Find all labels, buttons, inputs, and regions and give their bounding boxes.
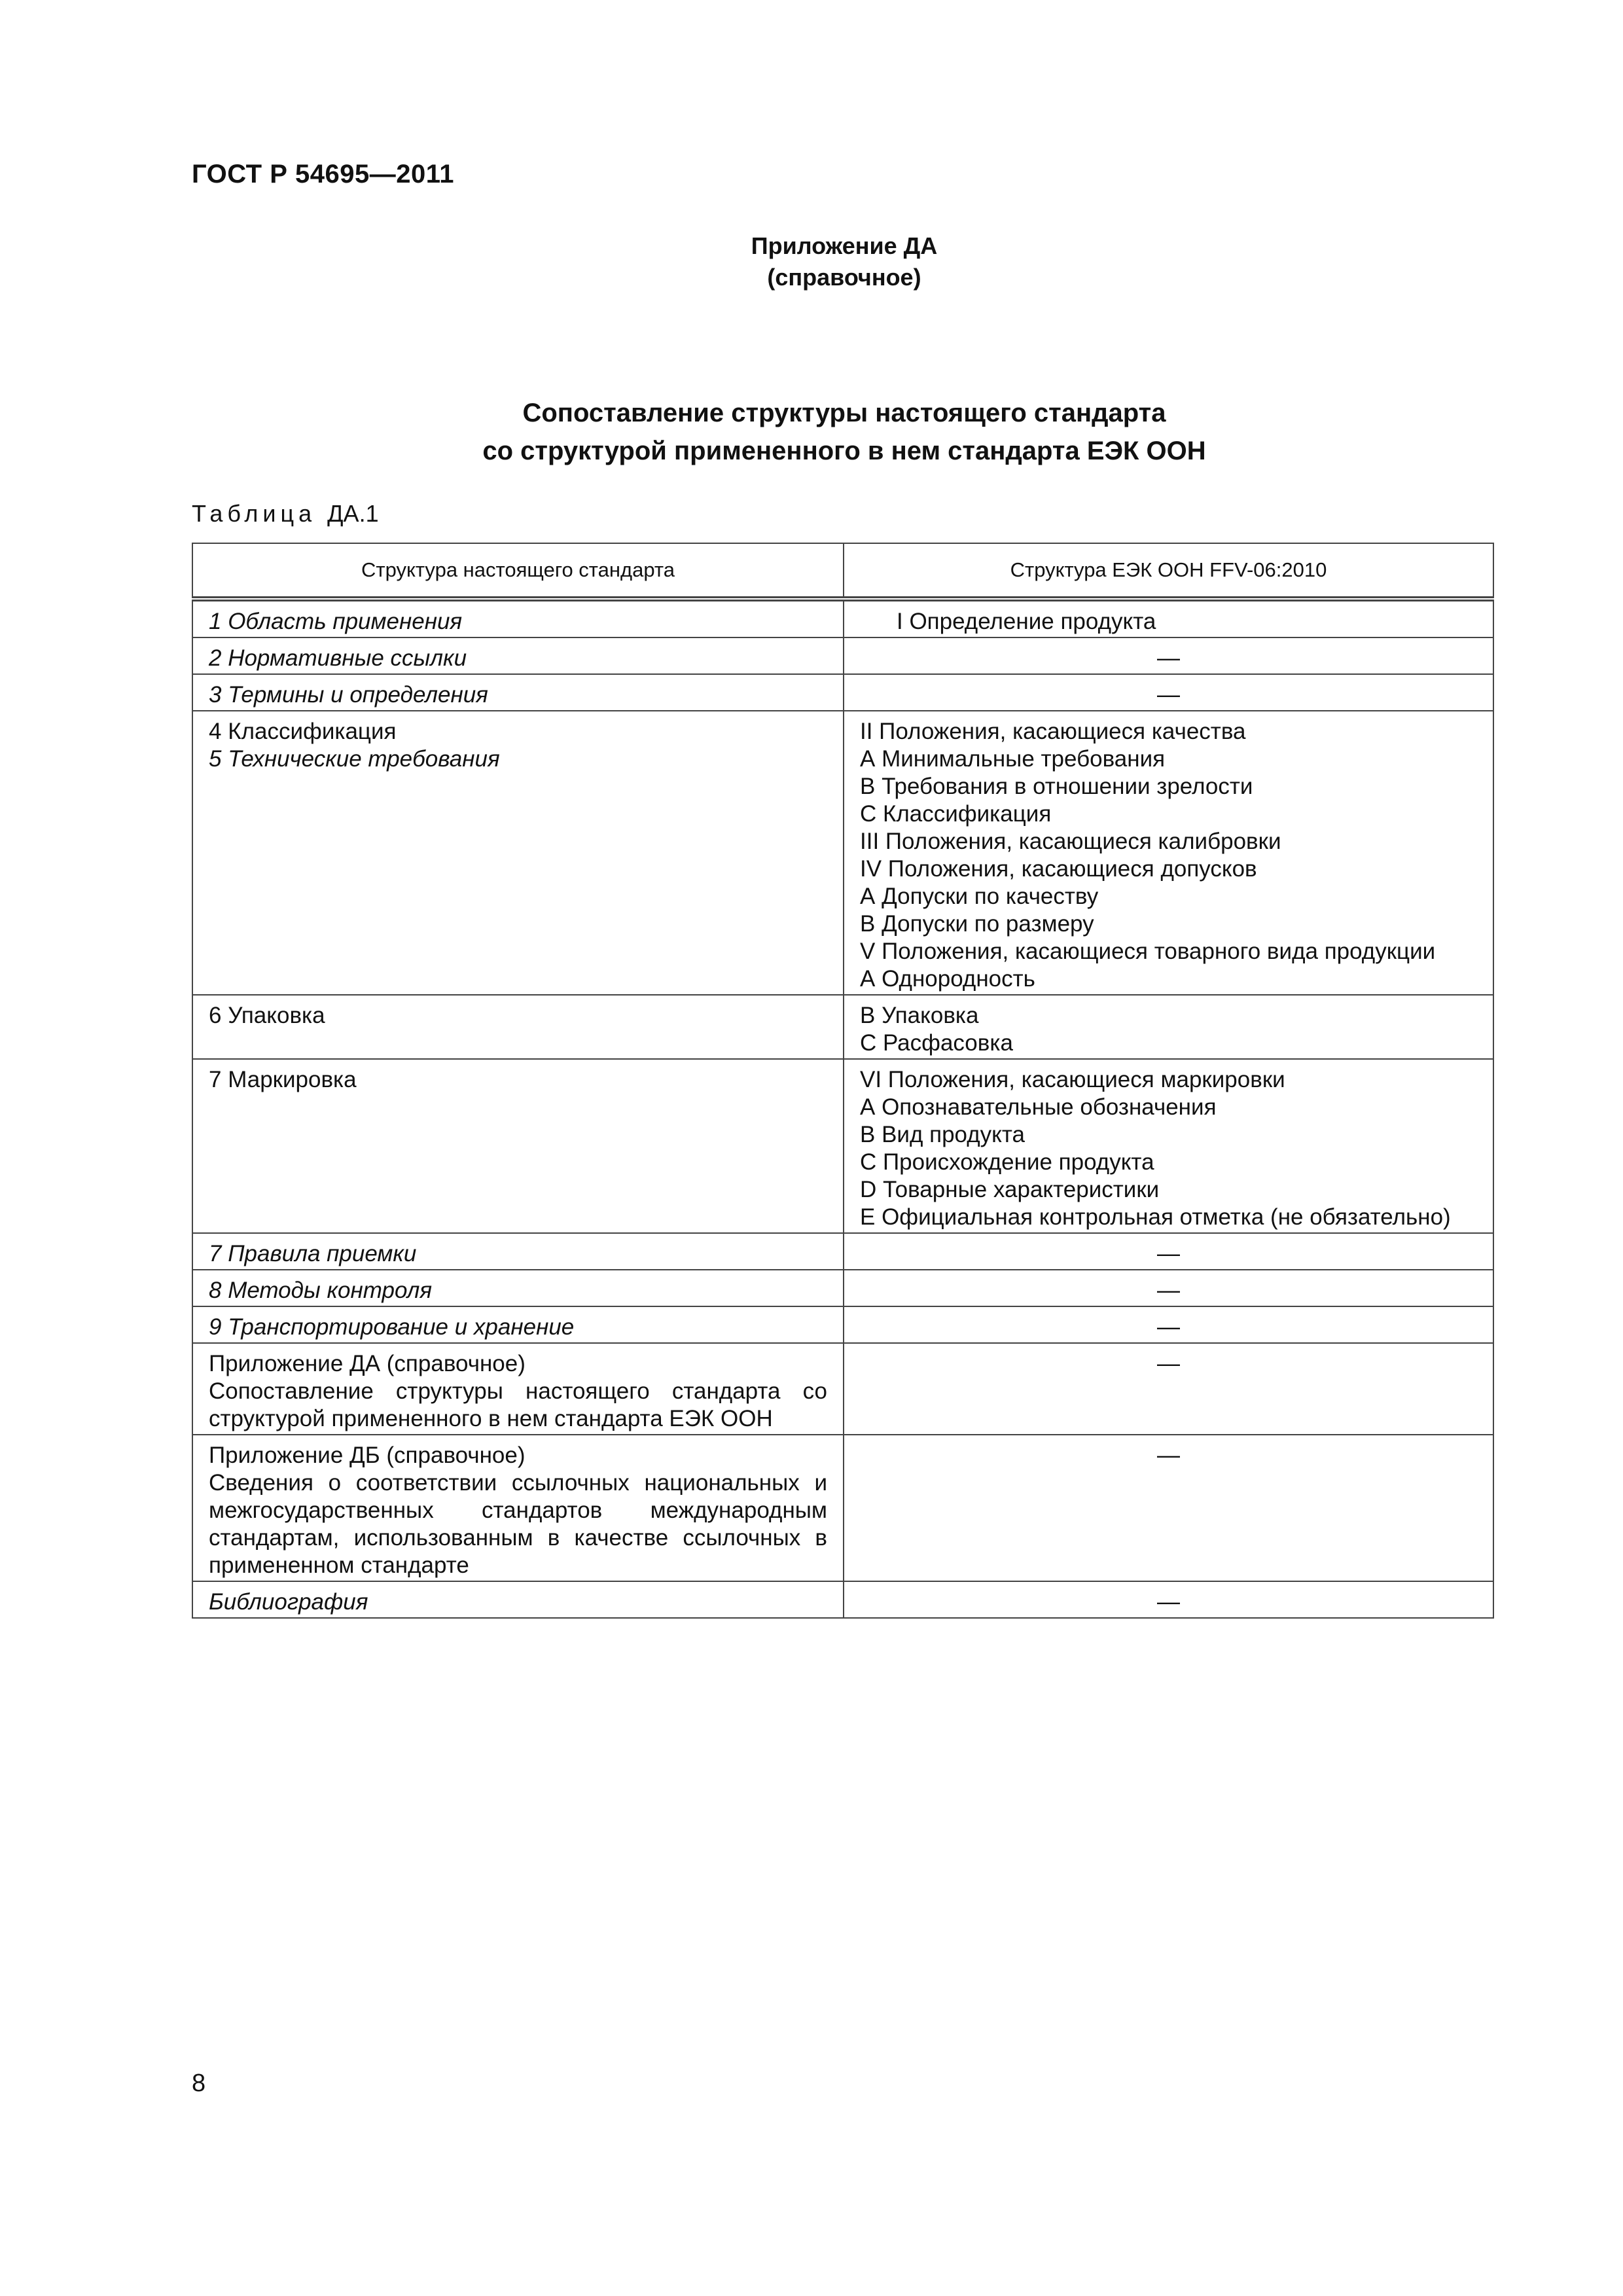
cell-line: 1 Область применения <box>209 609 463 634</box>
table-row <box>192 1233 1493 1270</box>
dash-mark: — <box>1157 1314 1180 1340</box>
column-header-standard: Структура настоящего стандарта <box>192 543 844 599</box>
table-cell-left <box>192 711 844 995</box>
table-cell-right <box>844 1270 1493 1306</box>
cell-line: А Опознавательные обозначения <box>860 1094 1217 1120</box>
table-row <box>192 995 1493 1059</box>
cell-line: Библиография <box>209 1589 368 1615</box>
table-cell-right <box>844 637 1493 674</box>
table-cell-left <box>192 674 844 711</box>
page-title <box>0 394 1623 470</box>
cell-line: А Допуски по качеству <box>860 884 1099 909</box>
table-cell-left <box>192 1306 844 1343</box>
table-cell-right <box>844 1435 1493 1581</box>
dash-mark: — <box>1157 682 1180 708</box>
cell-line: Сведения о соответствии ссылочных национальных и межгосударственных стандартов международным стандартам, использованным в качестве ссылочных в примененном стандарте <box>209 1470 827 1578</box>
table-header-row <box>192 543 1493 599</box>
table-cell-right <box>844 1306 1493 1343</box>
cell-line: 8 Методы контроля <box>209 1278 433 1303</box>
cell-line: II Положения, касающиеся качества <box>860 719 1246 744</box>
page-number: 8 <box>192 2070 206 2097</box>
cell-line: С Расфасовка <box>860 1030 1013 1056</box>
table-caption-number: ДА.1 <box>327 500 379 527</box>
table-cell-left <box>192 1581 844 1618</box>
table-cell-right <box>844 1581 1493 1618</box>
cell-line: 3 Термины и определения <box>209 682 488 708</box>
page-title-line-2: со структурой примененного в нем стандарта ЕЭК ООН <box>482 437 1206 465</box>
cell-line: V Положения, касающиеся товарного вида продукции <box>860 939 1436 964</box>
table-row <box>192 711 1493 995</box>
cell-line: Приложение ДА (справочное) <box>209 1351 526 1376</box>
cell-line: I Определение продукта <box>897 609 1156 634</box>
cell-line: VI Положения, касающиеся маркировки <box>860 1067 1285 1092</box>
cell-line: Приложение ДБ (справочное) <box>209 1443 526 1468</box>
cell-line: А Однородность <box>860 966 1035 992</box>
cell-line: 4 Классификация <box>209 719 397 744</box>
table-cell-left <box>192 637 844 674</box>
table-cell-right <box>844 1233 1493 1270</box>
dash-mark: — <box>1157 1589 1180 1615</box>
table-row <box>192 599 1493 637</box>
cell-line: 2 Нормативные ссылки <box>209 645 467 671</box>
dash-mark: — <box>1157 1351 1180 1376</box>
cell-line: 6 Упаковка <box>209 1003 325 1028</box>
cell-line: III Положения, касающиеся калибровки <box>860 829 1281 854</box>
cell-line: А Минимальные требования <box>860 746 1166 772</box>
table-caption <box>192 500 379 528</box>
cell-line: В Упаковка <box>860 1003 979 1028</box>
table-cell-right <box>844 711 1493 995</box>
cell-line: IV Положения, касающиеся допусков <box>860 856 1257 882</box>
table-cell-left <box>192 1343 844 1435</box>
cell-line: С Происхождение продукта <box>860 1149 1154 1175</box>
table-cell-right <box>844 1343 1493 1435</box>
table-row <box>192 1270 1493 1306</box>
table-row <box>192 1435 1493 1581</box>
column-header-unece: Структура ЕЭК ООН FFV-06:2010 <box>844 543 1493 599</box>
cell-line: Сопоставление структуры настоящего стандарта со структурой примененного в нем стандарта ЕЭК ООН <box>209 1378 827 1431</box>
cell-line: 5 Технические требования <box>209 746 500 772</box>
cell-line: В Требования в отношении зрелости <box>860 774 1253 799</box>
dash-mark: — <box>1157 645 1180 671</box>
appendix-heading <box>0 230 1623 293</box>
appendix-type: (справочное) <box>767 264 921 291</box>
cell-line: 7 Маркировка <box>209 1067 357 1092</box>
table-cell-left <box>192 1059 844 1233</box>
table-cell-left <box>192 995 844 1059</box>
table-row <box>192 1059 1493 1233</box>
appendix-title: Приложение ДА <box>751 232 938 259</box>
dash-mark: — <box>1157 1278 1180 1303</box>
dash-mark: — <box>1157 1241 1180 1266</box>
table-row <box>192 1306 1493 1343</box>
dash-mark: — <box>1157 1443 1180 1468</box>
table-cell-left <box>192 1435 844 1581</box>
table-cell-left <box>192 599 844 637</box>
table-cell-left <box>192 1233 844 1270</box>
table-row <box>192 1343 1493 1435</box>
table-caption-word: Таблица <box>192 500 317 527</box>
page-title-line-1: Сопоставление структуры настоящего стандарта <box>522 399 1166 427</box>
table-cell-right <box>844 599 1493 637</box>
comparison-table <box>192 543 1494 1619</box>
table-row <box>192 1581 1493 1618</box>
table-cell-right <box>844 674 1493 711</box>
table-cell-right <box>844 1059 1493 1233</box>
table-cell-right <box>844 995 1493 1059</box>
cell-line: 9 Транспортирование и хранение <box>209 1314 575 1340</box>
cell-line: В Вид продукта <box>860 1122 1025 1147</box>
document-id: ГОСТ Р 54695—2011 <box>192 160 454 188</box>
table-row <box>192 637 1493 674</box>
cell-line: 7 Правила приемки <box>209 1241 417 1266</box>
table-cell-left <box>192 1270 844 1306</box>
cell-line: В Допуски по размеру <box>860 911 1094 937</box>
cell-line: E Официальная контрольная отметка (не обязательно) <box>860 1204 1451 1230</box>
table-row <box>192 674 1493 711</box>
cell-line: D Товарные характеристики <box>860 1177 1160 1202</box>
cell-line: С Классификация <box>860 801 1052 827</box>
